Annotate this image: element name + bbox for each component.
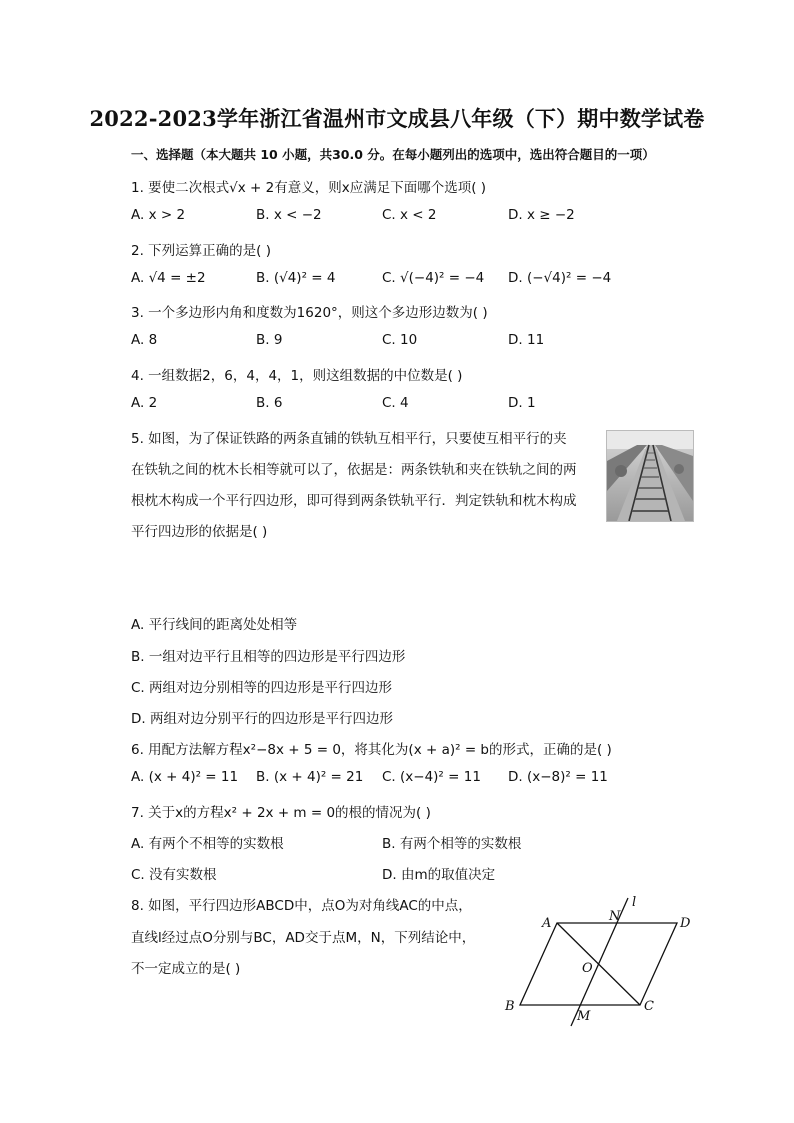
question-5-option-a: A. 平行线间的距离处处相等 [131,617,298,633]
question-8-line-2: 直线l经过点O分别与BC，AD交于点M，N，下列结论中， [131,930,476,946]
question-5-option-c: C. 两组对边分别相等的四边形是平行四边形 [131,680,393,696]
question-5-option-d: D. 两组对边分别平行的四边形是平行四边形 [131,711,393,727]
question-2-option-c: C. √(−4)² = −4 [382,270,485,286]
parallelogram-figure [495,890,705,1030]
question-1-option-d: D. x ≥ −2 [508,207,575,223]
question-4-option-c: C. 4 [382,395,409,411]
question-1-option-c: C. x < 2 [382,207,437,223]
question-6-option-c: C. (x−4)² = 11 [382,769,481,785]
question-2-option-a: A. √4 = ±2 [131,270,206,286]
label-m: M [577,1009,591,1024]
question-2-stem: 2. 下列运算正确的是( ) [131,243,271,259]
question-7-stem: 7. 关于x的方程x² + 2x + m = 0的根的情况为( ) [131,805,431,821]
question-5-option-b: B. 一组对边平行且相等的四边形是平行四边形 [131,649,406,665]
label-c: C [644,999,654,1014]
question-5-line-1: 5. 如图，为了保证铁路的两条直铺的铁轨互相平行，只要使互相平行的夹 [131,431,567,447]
question-7-option-a: A. 有两个不相等的实数根 [131,836,284,852]
question-6-option-b: B. (x + 4)² = 21 [256,769,364,785]
question-4-stem: 4. 一组数据2，6，4，4，1，则这组数据的中位数是( ) [131,368,463,384]
question-7-option-d: D. 由m的取值决定 [382,867,496,883]
question-3-stem: 3. 一个多边形内角和度数为1620°，则这个多边形边数为( ) [131,305,488,321]
question-3-option-b: B. 9 [256,332,283,348]
question-6-option-d: D. (x−8)² = 11 [508,769,608,785]
question-6-option-a: A. (x + 4)² = 11 [131,769,239,785]
question-3-option-c: C. 10 [382,332,418,348]
question-8-line-3: 不一定成立的是( ) [131,961,241,977]
question-4-option-b: B. 6 [256,395,283,411]
question-1-option-b: B. x < −2 [256,207,322,223]
railway-photo [606,430,694,522]
question-4-option-d: D. 1 [508,395,536,411]
label-b: B [505,999,515,1014]
label-n: N [609,909,621,924]
question-2-option-d: D. (−√4)² = −4 [508,270,612,286]
question-2-option-b: B. (√4)² = 4 [256,270,336,286]
question-1-stem: 1. 要使二次根式√x + 2有意义，则x应满足下面哪个选项( ) [131,180,487,196]
label-o: O [582,961,593,976]
question-7-option-c: C. 没有实数根 [131,867,217,883]
question-7-option-b: B. 有两个相等的实数根 [382,836,522,852]
page-title: 2022-2023学年浙江省温州市文成县八年级（下）期中数学试卷 [89,106,705,131]
question-4-option-a: A. 2 [131,395,158,411]
question-3-option-a: A. 8 [131,332,158,348]
question-6-stem: 6. 用配方法解方程x²−8x + 5 = 0，将其化为(x + a)² = b的形式，正确的是( ) [131,742,612,758]
question-8-line-1: 8. 如图，平行四边形ABCD中，点O为对角线AC的中点， [131,898,472,914]
label-d: D [680,916,691,931]
label-l: l [632,895,637,910]
question-5-line-2: 在铁轨之间的枕木长相等就可以了，依据是：两条铁轨和夹在铁轨之间的两 [131,462,577,478]
question-5-line-4: 平行四边形的依据是( ) [131,524,268,540]
question-3-option-d: D. 11 [508,332,545,348]
question-5-line-3: 根枕木构成一个平行四边形，即可得到两条铁轨平行．判定铁轨和枕木构成 [131,493,577,509]
section-heading: 一、选择题（本大题共 10 小题，共30.0 分。在每小题列出的选项中，选出符合题目的一项） [131,147,655,162]
label-a: A [542,916,552,931]
question-1-option-a: A. x > 2 [131,207,186,223]
